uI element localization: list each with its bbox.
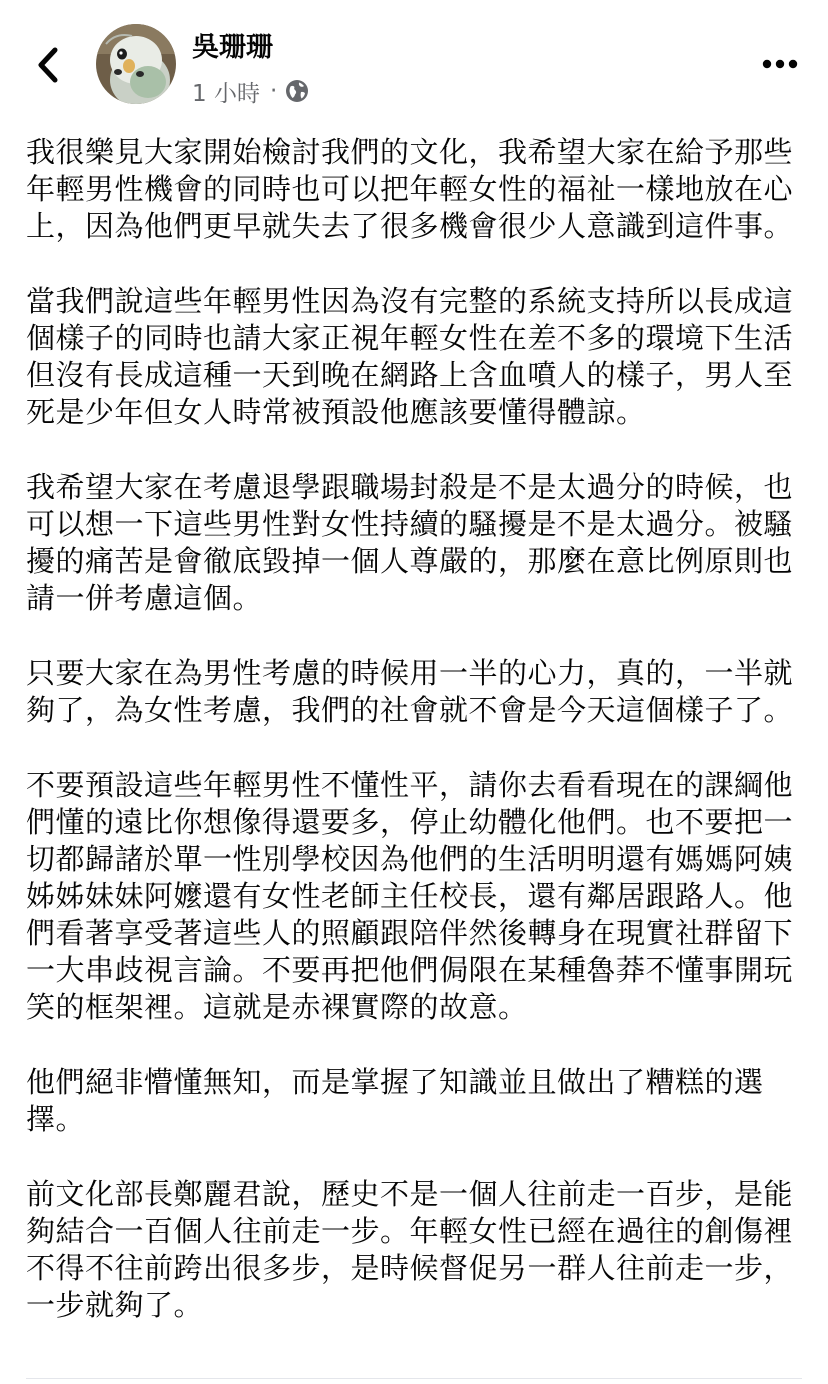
- more-options-button[interactable]: [758, 48, 802, 80]
- post-paragraph-6: 他們絕非懵懂無知，而是掌握了知識並且做出了糟糕的選擇。: [26, 1065, 764, 1136]
- budgie-avatar-image: [96, 24, 176, 104]
- post-meta: [192, 76, 309, 106]
- author-name[interactable]: 吳珊珊: [192, 32, 273, 63]
- post-body: [26, 134, 796, 1362]
- back-button[interactable]: [28, 42, 68, 88]
- post-paragraph-2: 當我們說這些年輕男性因為沒有完整的系統支持所以長成這個樣子的同時也請大家正視年輕女性在差不多的環境下生活但沒有長成這種一天到晚在網路上含血噴人的樣子，男人至死是少年但女人時常被預設他應該要懂得體諒。: [26, 284, 794, 429]
- more-horizontal-icon: [762, 59, 798, 69]
- post-paragraph-3: 我希望大家在考慮退學跟職場封殺是不是太過分的時候，也可以想一下這些男性對女性持續的騷擾是不是太過分。被騷擾的痛苦是會徹底毀掉一個人尊嚴的，那麼在意比例原則也請一併考慮這個。: [26, 470, 794, 615]
- post-paragraph-4: 只要大家在為男性考慮的時候用一半的心力，真的，一半就夠了，為女性考慮，我們的社會就不會是今天這個樣子了。: [26, 656, 794, 727]
- post-paragraph-7: 前文化部長鄭麗君說，歷史不是一個人往前走一百步，是能夠結合一百個人往前走一步。年輕女性已經在過往的創傷裡不得不往前跨出很多步，是時候督促另一群人往前走一步，一步就夠了。: [26, 1177, 794, 1322]
- meta-separator: ·: [269, 78, 278, 104]
- globe-icon[interactable]: [285, 79, 309, 103]
- post-divider: [26, 1378, 802, 1379]
- post-paragraph-1: 我很樂見大家開始檢討我們的文化，我希望大家在給予那些年輕男性機會的同時也可以把年輕女性的福祉一樣地放在心上，因為他們更早就失去了很多機會很少人意識到這件事。: [26, 135, 794, 243]
- avatar[interactable]: [96, 24, 176, 104]
- chevron-left-icon: [35, 46, 61, 84]
- post-timestamp[interactable]: 1 小時: [192, 80, 260, 107]
- post-paragraph-5: 不要預設這些年輕男性不懂性平，請你去看看現在的課綱他們懂的遠比你想像得還要多，停止幼體化他們。也不要把一切都歸諸於單一性別學校因為他們的生活明明還有媽媽阿姨姊姊妹妹阿嬤還有女性老師主任校長，還有鄰居跟路人。他們看著享受著這些人的照顧跟陪伴然後轉身在現實社群留下一大串歧視言論。不要再把他們侷限在某種魯莽不懂事開玩笑的框架裡。這就是赤裸實際的故意。: [26, 768, 794, 1024]
- post-header: [0, 0, 828, 120]
